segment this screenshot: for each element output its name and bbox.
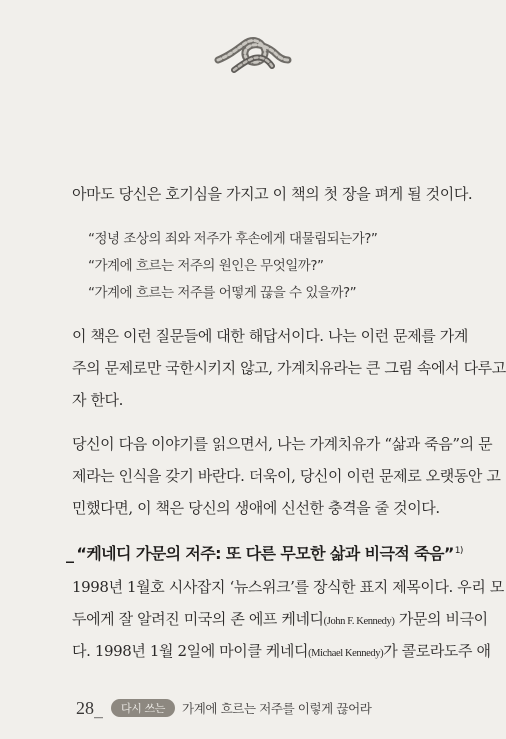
footnote-marker: 1) — [454, 545, 463, 556]
heading-dash: _ — [66, 544, 74, 563]
running-title: 가계에 흐르는 저주를 이렇게 끊어라 — [182, 701, 372, 716]
text-segment: 두에게 잘 알려진 미국의 존 에프 케네디 — [72, 610, 324, 628]
intro-paragraph — [72, 178, 473, 210]
text-segment: 가 콜로라도주 애 — [383, 642, 491, 660]
series-badge: 다시 쓰는 — [111, 699, 175, 717]
answer-paragraph — [72, 320, 506, 416]
text-segment: 다. 1998년 1월 2일에 마이클 케네디 — [72, 642, 309, 660]
text-line: 당신이 다음 이야기를 읽으면서, 나는 가계치유가 “삶과 죽음”의 문 — [72, 435, 493, 453]
page-number-dash: _ — [94, 697, 103, 719]
text-segment: 가문의 비극이 — [394, 610, 488, 628]
english-name: (John F. Kennedy) — [323, 616, 395, 627]
english-name: (Michael Kennedy) — [308, 648, 384, 659]
question-item: “가계에 흐르는 저주를 어떻게 끊을 수 있을까?” — [88, 285, 357, 301]
rope-knot-icon — [214, 30, 290, 78]
text-line: 자 한다. — [72, 391, 124, 409]
page-footer — [76, 697, 371, 719]
question-item: “가계에 흐르는 저주의 원인은 무엇일까?” — [88, 258, 324, 274]
page-number: 28 — [76, 697, 94, 718]
text-line: 1998년 1월호 시사잡지 ‘뉴스위크’를 장식한 표지 제목이다. 우리 모 — [72, 578, 504, 596]
section-heading — [66, 541, 463, 564]
heading-text: “케네디 가문의 저주: 또 다른 무모한 삶과 비극적 죽음” — [76, 544, 454, 563]
kennedy-paragraph — [72, 571, 504, 667]
question-item: “정녕 조상의 죄와 저주가 후손에게 대물림되는가?” — [88, 231, 378, 247]
text-line: 이 책은 이런 질문들에 대한 해답서이다. 나는 이런 문제를 가계 — [72, 327, 468, 345]
text-line: 민했다면, 이 책은 당신의 생애에 신선한 충격을 줄 것이다. — [72, 499, 440, 517]
text-line: 주의 문제로만 국한시키지 않고, 가계치유라는 큰 그림 속에서 다루고 — [72, 359, 506, 377]
text-line: 제라는 인식을 갖기 바란다. 더욱이, 당신이 이런 문제로 오랫동안 고 — [72, 467, 501, 485]
question-list — [88, 226, 377, 307]
text-line — [72, 635, 491, 667]
text-line: 아마도 당신은 호기심을 가지고 이 책의 첫 장을 펴게 될 것이다. — [72, 185, 473, 203]
life-death-paragraph — [72, 428, 501, 524]
text-line — [72, 603, 488, 635]
